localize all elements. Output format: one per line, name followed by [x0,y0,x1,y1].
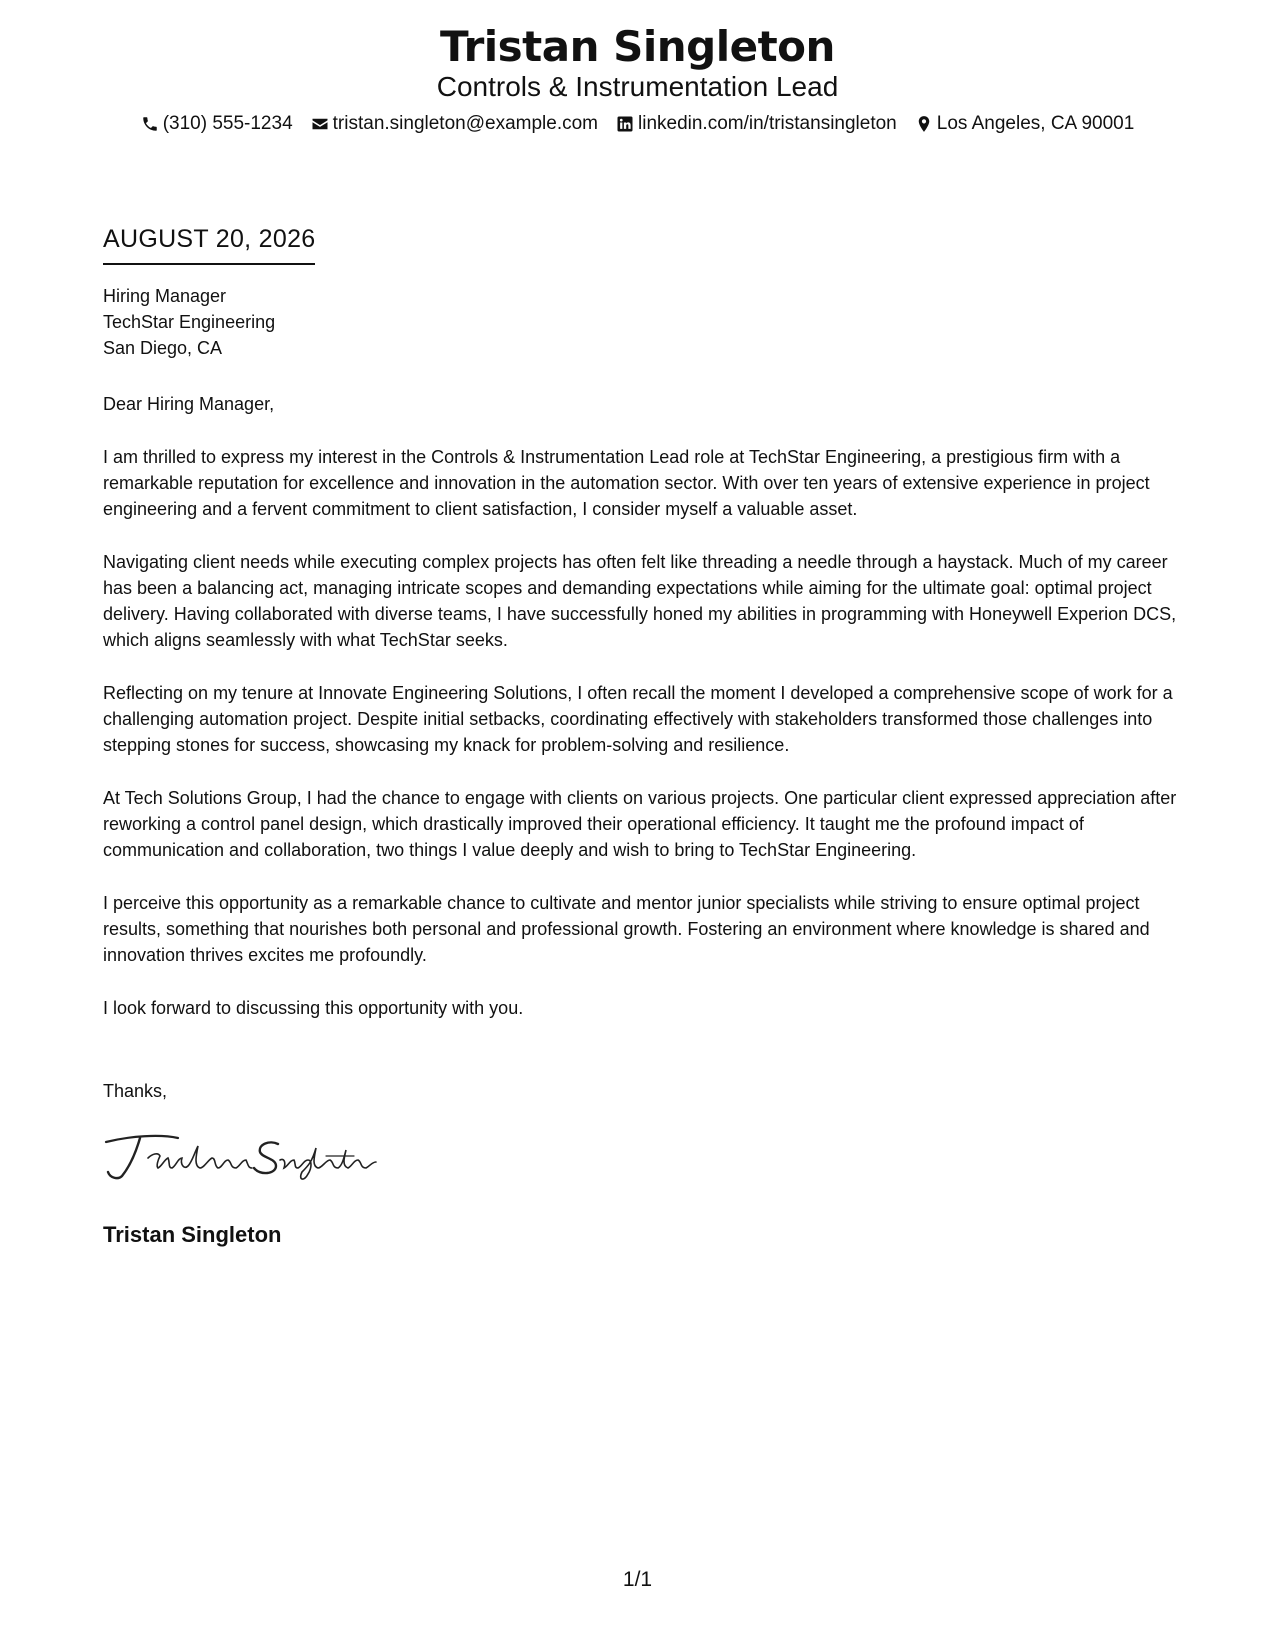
contact-bar [0,112,1275,136]
contact-phone [141,112,293,136]
location-text: Los Angeles, CA 90001 [936,113,1135,134]
contact-location [915,112,1135,136]
map-marker-icon [915,115,933,133]
recipient-line: Hiring Manager [103,286,227,306]
recipient-address [103,283,275,361]
body-paragraph: I am thrilled to express my interest in the Controls & Instrumentation Lead role at TechStar Engineering, a prestigious firm with a remarkable reputation for excellence and innovation in the automation sector. With over ten years of extensive experience in project engineering and a fervent commitment to client satisfaction, I consider myself a valuable asset. [103,447,1150,519]
phone-text: (310) 555-1234 [162,113,293,134]
linkedin-text[interactable]: linkedin.com/in/tristansingleton [638,113,897,134]
contact-email[interactable] [311,112,598,136]
body-paragraph: Reflecting on my tenure at Innovate Engineering Solutions, I often recall the moment I developed a comprehensive scope of work for a challenging automation project. Despite initial setbacks, coordinating effectively with stakeholders transformed those challenges into stepping stones for success, showcasing my knack for problem-solving and resilience. [103,683,1173,755]
recipient-location: San Diego, CA [103,338,223,358]
body-paragraph: At Tech Solutions Group, I had the chance to engage with clients on various projects. One particular client expressed appreciation after reworking a control panel design, which drastically improved their operational efficiency. It taught me the profound impact of communication and collaboration, two things I value deeply and wish to bring to TechStar Engineering. [103,788,1177,860]
phone-icon [141,115,159,133]
letter-body [103,391,1178,1048]
sender-name: Tristan Singleton [440,22,835,71]
closing: Thanks, [103,1081,168,1101]
page-number: 1/1 [622,1568,653,1591]
salutation: Dear Hiring Manager, [103,394,275,414]
body-paragraph: I look forward to discussing this opportunity with you. [103,998,524,1018]
contact-linkedin[interactable] [616,112,897,136]
date-block [103,224,315,265]
body-paragraph: I perceive this opportunity as a remarkable chance to cultivate and mentor junior specialists while striving to ensure optimal project results, something that nourishes both personal and professional growth. Fostering an environment where knowledge is shared and innovation thrives excites me profoundly. [103,893,1150,965]
envelope-icon [311,115,329,133]
letter-header [0,20,1275,136]
signature-image [100,1128,380,1188]
handwritten-signature [100,1128,380,1188]
recipient-company: TechStar Engineering [103,312,276,332]
letter-date: AUGUST 20, 2026 [103,224,315,265]
signed-name: Tristan Singleton [103,1222,282,1247]
sender-title: Controls & Instrumentation Lead [436,71,839,102]
body-paragraph: Navigating client needs while executing complex projects has often felt like threading a needle through a haystack. Much of my career has been a balancing act, managing intricate scopes and demanding expectations while aiming for the ultimate goal: optimal project delivery. Having collaborated with diverse teams, I have successfully honed my abilities in programming with Honeywell Experion DCS, which aligns seamlessly with what TechStar seeks. [103,552,1177,650]
email-text[interactable]: tristan.singleton@example.com [332,113,598,134]
linkedin-icon [616,115,634,133]
